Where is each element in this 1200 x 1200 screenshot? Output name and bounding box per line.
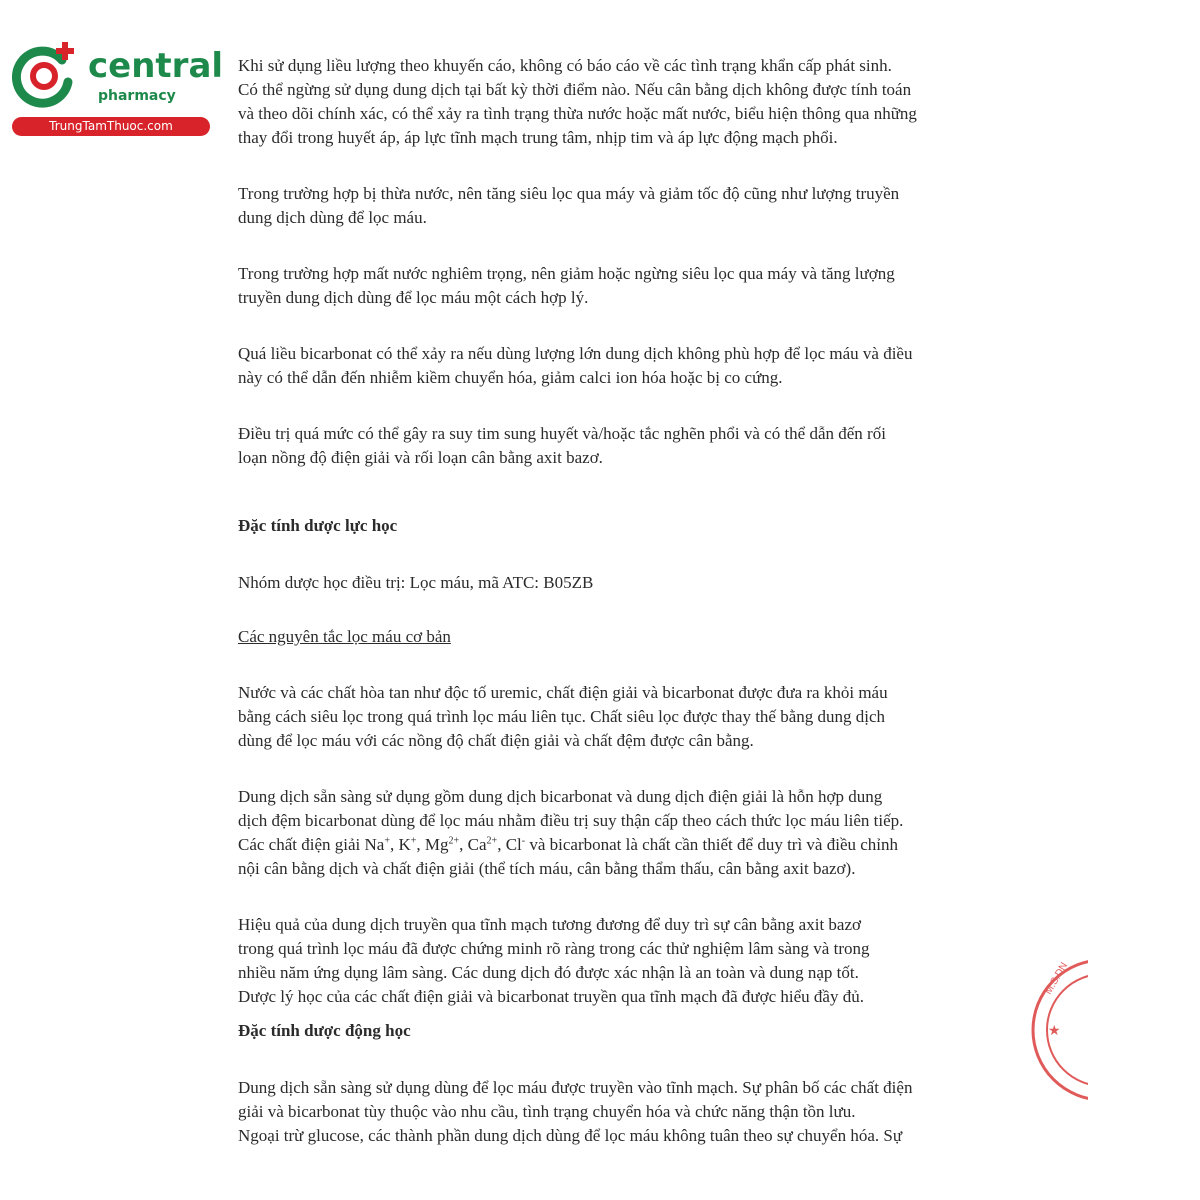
superscript: + (410, 835, 417, 847)
text-line: Quá liều bicarbonat có thể xảy ra nếu dùng lượng lớn dung dịch không phù hợp để lọc máu và điều (238, 344, 913, 363)
text-line: trong quá trình lọc máu đã được chứng minh rõ ràng trong các thử nghiệm lâm sàng và trong (238, 939, 870, 958)
text-line: Ngoại trừ glucose, các thành phần dung dịch dùng để lọc máu không tuân theo sự chuyển hóa. Sự (238, 1126, 903, 1145)
text-span: Các chất điện giải Na (238, 835, 385, 854)
text-line: thay đổi trong huyết áp, áp lực tĩnh mạch trung tâm, nhịp tim và áp lực động mạch phổi. (238, 128, 838, 147)
paragraph-bicarbonate-overdose (238, 342, 980, 390)
text-span: , Cl (497, 835, 522, 854)
paragraph-efficacy (238, 913, 980, 1009)
text-line: Hiệu quả của dung dịch truyền qua tĩnh mạch tương đương để duy trì sự cân bằng axit bazơ (238, 915, 862, 934)
paragraph-overhydration (238, 182, 980, 230)
text-line: bằng cách siêu lọc trong quá trình lọc máu liên tục. Chất siêu lọc được thay thế bằng dung dịch (238, 707, 886, 726)
text-line: truyền dung dịch dùng để lọc máu một cách hợp lý. (238, 288, 589, 307)
logo-website[interactable]: TrungTamThuoc.com (12, 117, 210, 136)
text-line: Điều trị quá mức có thể gây ra suy tim sung huyết và/hoặc tắc nghẽn phổi và có thể dẫn đến rối (238, 424, 886, 443)
text-line: Dược lý học của các chất điện giải và bicarbonat truyền qua tĩnh mạch đã được hiểu đầy đủ. (238, 987, 864, 1006)
text-line: Nước và các chất hòa tan như độc tố uremic, chất điện giải và bicarbonat được đưa ra khỏi máu (238, 683, 888, 702)
text-line: dịch đệm bicarbonat dùng để lọc máu nhằm điều trị suy thận cấp theo cách thức lọc máu liên tiếp. (238, 811, 904, 830)
paragraph-ready-to-use (238, 785, 980, 881)
document-body (238, 54, 980, 1180)
svg-text:★: ★ (1048, 1022, 1061, 1038)
text-line: dung dịch dùng để lọc máu. (238, 208, 427, 227)
superscript: 2+ (486, 835, 498, 847)
text-line: giải và bicarbonat tùy thuộc vào nhu cầu, tình trạng chuyển hóa và chức năng thận tồn lưu. (238, 1102, 856, 1121)
text-line: nội cân bằng dịch và chất điện giải (thể tích máu, cân bằng thẩm thấu, cân bằng axit bazơ). (238, 859, 856, 878)
therapeutic-group: Nhóm dược học điều trị: Lọc máu, mã ATC: B05ZB (238, 573, 594, 592)
heading-pharmacokinetics: Đặc tính dược động học (238, 1021, 411, 1040)
paragraph-overdose-intro (238, 54, 980, 150)
paragraph-dehydration (238, 262, 980, 310)
text-line: Trong trường hợp mất nước nghiêm trọng, nên giảm hoặc ngừng siêu lọc qua máy và tăng lượng (238, 264, 895, 283)
logo-subtitle: pharmacy (98, 88, 176, 104)
central-pharmacy-logo[interactable] (10, 38, 224, 138)
subheading-principles: Các nguyên tắc lọc máu cơ bản (238, 627, 451, 646)
paragraph-solutes (238, 681, 980, 753)
text-line: loạn nồng độ điện giải và rối loạn cân bằng axit bazơ. (238, 448, 603, 467)
text-line: Khi sử dụng liều lượng theo khuyến cáo, không có báo cáo về các tình trạng khẩn cấp phát sinh. (238, 56, 892, 75)
text-line: Có thể ngừng sử dụng dung dịch tại bất kỳ thời điểm nào. Nếu cân bằng dịch không được tính toán (238, 80, 912, 99)
logo-brand-name: central (88, 46, 224, 86)
text-line: nhiều năm ứng dụng lâm sàng. Các dung dịch đó được xác nhận là an toàn và dung nạp tốt. (238, 963, 859, 982)
heading-pharmacodynamics: Đặc tính dược lực học (238, 516, 398, 535)
text-line: dùng để lọc máu với các nồng độ chất điện giải và chất đệm được cân bằng. (238, 731, 754, 750)
text-line: Dung dịch sẵn sàng sử dụng dùng để lọc máu được truyền vào tĩnh mạch. Sự phân bố các chất điện (238, 1078, 913, 1097)
electrolytes-line (238, 833, 980, 857)
text-span: và bicarbonat là chất cần thiết để duy trì và điều chỉnh (525, 835, 899, 854)
superscript: + (384, 835, 390, 847)
text-line: và theo dõi chính xác, có thể xảy ra tình trạng thừa nước hoặc mất nước, biểu hiện thông qua những (238, 104, 917, 123)
pharmacy-cross-icon (10, 38, 80, 108)
text-span: , Ca (459, 835, 487, 854)
text-line: Dung dịch sẵn sàng sử dụng gồm dung dịch bicarbonat và dung dịch điện giải là hỗn hợp dung (238, 787, 883, 806)
text-line: này có thể dẫn đến nhiễm kiềm chuyển hóa, giảm calci ion hóa hoặc bị co cứng. (238, 368, 783, 387)
superscript: - (521, 835, 526, 847)
paragraph-kinetics (238, 1076, 980, 1148)
superscript: 2+ (448, 835, 460, 847)
text-span: , K (389, 835, 411, 854)
company-stamp-icon (1028, 955, 1088, 1105)
paragraph-over-treatment (238, 422, 980, 470)
text-line: Trong trường hợp bị thừa nước, nên tăng siêu lọc qua máy và giảm tốc độ cũng như lượng truyền (238, 184, 900, 203)
svg-text:M.S.DN: M.S.DN (1043, 960, 1071, 997)
text-span: , Mg (416, 835, 449, 854)
